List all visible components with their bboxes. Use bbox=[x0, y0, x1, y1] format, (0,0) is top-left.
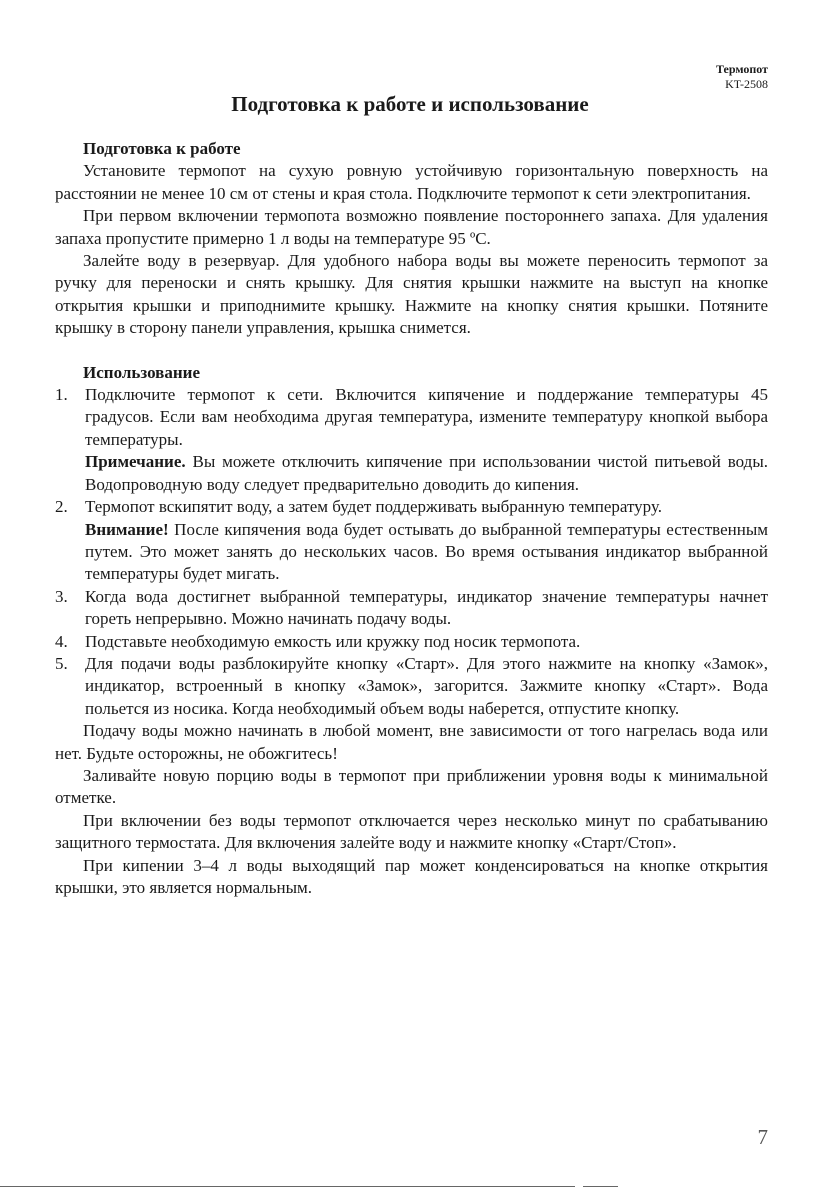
list-item-note bbox=[85, 519, 768, 586]
page-title: Подготовка к работе и использование bbox=[231, 92, 589, 116]
list-item-number: 4. bbox=[55, 631, 68, 651]
page-number: 7 bbox=[757, 1125, 768, 1149]
footer-divider bbox=[0, 1186, 575, 1187]
note-label: Примечание. bbox=[85, 452, 186, 472]
paragraph: Залейте воду в резервуар. Для удобного набора воды вы можете переносить термопот за ручку для переноски и снять крышку. Для снятия крышки нажмите на выступ на кнопке открытия крышки и приподнимите крышку. Нажмите на кнопку снятия крышки. Потяните крышку в сторону панели управления, крышка снимется. bbox=[55, 251, 768, 338]
section-spacer bbox=[55, 340, 768, 362]
section-heading-usage: Использование bbox=[83, 362, 200, 382]
note-text: Вы можете отключить кипячение при использовании чистой питьевой воды. Водопроводную воду следует предварительно доводить до кипения. bbox=[85, 452, 768, 494]
paragraph: При первом включении термопота возможно появление постороннего запаха. Для удаления запаха пропустите примерно 1 л воды на температуре 95 ºС. bbox=[55, 206, 768, 248]
paragraph: Заливайте новую порцию воды в термопот при приближении уровня воды к минимальной отметке. bbox=[55, 765, 768, 808]
list-item-text: Для подачи воды разблокируйте кнопку «Старт». Для этого нажмите на кнопку «Замок», индикатор, встроенный в кнопку «Замок», загорится. Зажмите кнопку «Старт». Вода польется из носика. Когда необходимый объем воды наберется, отпустите кнопку. bbox=[85, 653, 768, 718]
list-item-note bbox=[85, 451, 768, 496]
section-heading-preparation: Подготовка к работе bbox=[83, 139, 241, 158]
list-item-number: 1. bbox=[55, 385, 68, 405]
paragraph: Установите термопот на сухую ровную устойчивую горизонтальную поверхность на расстоянии не менее 10 см от стены и края стола. Подключите термопот к сети электропитания. bbox=[55, 161, 768, 203]
paragraph: При кипении 3–4 л воды выходящий пар может конденсироваться на кнопке открытия крышки, это является нормальным. bbox=[55, 855, 768, 897]
list-item-number: 5. bbox=[55, 653, 68, 673]
note-label: Внимание! bbox=[85, 519, 169, 539]
list-item bbox=[55, 631, 768, 653]
paragraph: При включении без воды термопот отключается через несколько минут по срабатыванию защитного термостата. Для включения залейте воду и нажмите кнопку «Старт/Стоп». bbox=[55, 810, 768, 853]
list-item bbox=[55, 496, 768, 586]
model-number: KT-2508 bbox=[725, 77, 768, 91]
list-item bbox=[55, 586, 768, 631]
paragraph: Подачу воды можно начинать в любой момент, вне зависимости от того нагрелась вода или нет. Будьте осторожны, не обожгитесь! bbox=[55, 721, 768, 763]
usage-steps-list bbox=[55, 384, 768, 720]
document-body bbox=[55, 138, 768, 899]
list-item-text: Термопот вскипятит воду, а затем будет поддерживать выбранную температуру. bbox=[85, 497, 662, 517]
list-item-number: 3. bbox=[55, 586, 68, 606]
product-name: Термопот bbox=[715, 62, 768, 76]
list-item bbox=[55, 384, 768, 496]
list-item-number: 2. bbox=[55, 497, 68, 517]
list-item-text: Подключите термопот к сети. Включится кипячение и поддержание температуры 45 градусов. Если вам необходима другая температура, измените температуру кнопкой выбора температуры. bbox=[85, 385, 768, 449]
list-item-text: Когда вода достигнет выбранной температуры, индикатор значение температуры начнет гореть непрерывно. Можно начинать подачу воды. bbox=[85, 586, 768, 629]
list-item bbox=[55, 653, 768, 720]
footer-divider bbox=[583, 1186, 618, 1187]
note-text: После кипячения вода будет остывать до выбранной температуры естественным путем. Это может занять до нескольких часов. Во время остывания индикатор выбранной температуры будет мигать. bbox=[85, 519, 768, 584]
header-model-info bbox=[716, 62, 768, 92]
list-item-text: Подставьте необходимую емкость или кружку под носик термопота. bbox=[85, 631, 581, 651]
